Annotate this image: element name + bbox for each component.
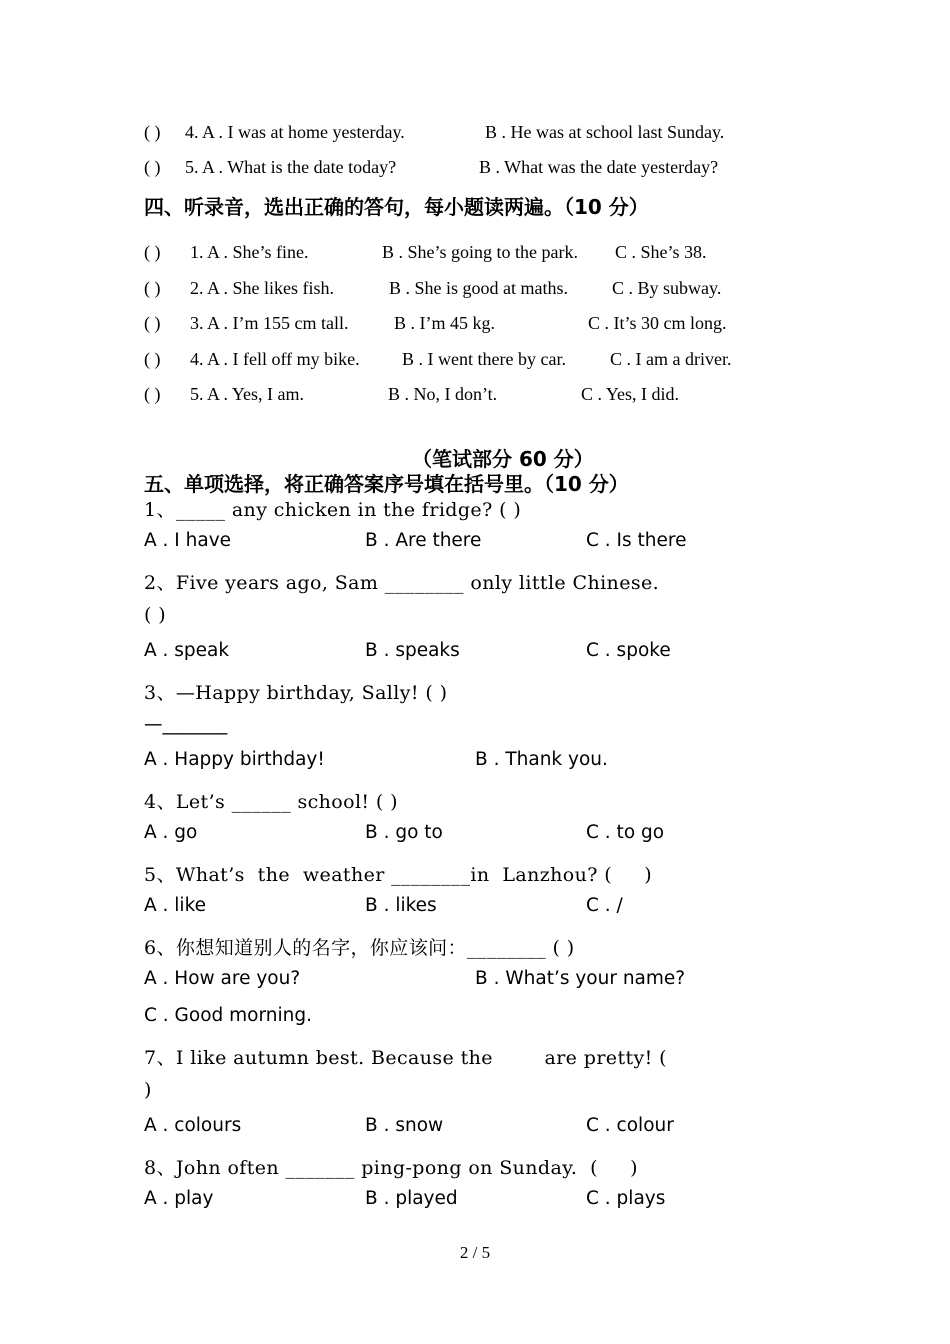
answer-paren: ( ) bbox=[144, 349, 161, 369]
option-b: B . go to bbox=[365, 822, 443, 843]
option-a: A . colours bbox=[144, 1115, 242, 1136]
question-7-paren: ) bbox=[144, 1079, 152, 1101]
option-b: B . I went there by car. bbox=[402, 349, 566, 369]
answer-paren: ( ) bbox=[144, 122, 161, 142]
answer-paren: ( ) bbox=[144, 157, 161, 177]
option-b: B . snow bbox=[365, 1115, 444, 1136]
question-7: 7、I like autumn best. Because the are pretty! ( bbox=[144, 1047, 667, 1069]
question-5: 5、What’s the weather ________in Lanzhou? ( ) bbox=[144, 864, 653, 886]
answer-paren: ( ) bbox=[144, 384, 161, 404]
page-number: 2 / 5 bbox=[459, 1243, 491, 1262]
option-b: B . I’m 45 kg. bbox=[394, 313, 495, 333]
option-a: 1. A . She’s fine. bbox=[190, 242, 309, 262]
question-6-option-c: C . Good morning. bbox=[144, 1005, 312, 1026]
option-b: B . She is good at maths. bbox=[389, 278, 568, 298]
option-c: C . It’s 30 cm long. bbox=[588, 313, 727, 333]
question-3: 3、—Happy birthday, Sally! ( ) bbox=[144, 682, 448, 704]
question-8: 8、John often _______ ping-pong on Sunday. ( ) bbox=[144, 1157, 638, 1179]
option-c: C . She’s 38. bbox=[615, 242, 707, 262]
option-a: A . speak bbox=[144, 640, 230, 661]
option-a: 2. A . She likes fish. bbox=[190, 278, 335, 298]
option-a: 4. A . I fell off my bike. bbox=[190, 349, 360, 369]
option-c: C . plays bbox=[586, 1188, 666, 1209]
question-6: 6、你想知道别人的名字，你应该问：________ ( ) bbox=[144, 937, 575, 959]
option-a: 5. A . What is the date today? bbox=[185, 157, 397, 177]
option-b: B . speaks bbox=[365, 640, 460, 661]
option-a: 3. A . I’m 155 cm tall. bbox=[190, 313, 349, 333]
option-b: B . likes bbox=[365, 895, 437, 916]
option-b: B . Thank you. bbox=[475, 749, 608, 770]
option-b: B . No, I don’t. bbox=[388, 384, 498, 404]
question-2: 2、Five years ago, Sam ________ only little Chinese. bbox=[144, 572, 660, 594]
option-c: C . Yes, I did. bbox=[581, 384, 680, 404]
answer-paren: ( ) bbox=[144, 278, 161, 298]
option-c: C . I am a driver. bbox=[610, 349, 732, 369]
option-a: 4. A . I was at home yesterday. bbox=[185, 122, 405, 142]
option-c: C . spoke bbox=[586, 640, 671, 661]
option-a: A . I have bbox=[144, 530, 232, 551]
question-1: 1、_____ any chicken in the fridge? ( ) bbox=[144, 499, 522, 521]
option-c: C . By subway. bbox=[612, 278, 722, 298]
option-c: C . to go bbox=[586, 822, 665, 843]
option-a: A . go bbox=[144, 822, 198, 843]
option-a: 5. A . Yes, I am. bbox=[190, 384, 305, 404]
section4-heading: 四、听录音，选出正确的答句，每小题读两遍。（10 分） bbox=[144, 195, 649, 219]
written-part-title: （笔试部分 60 分） bbox=[412, 447, 594, 471]
option-c: C . / bbox=[586, 895, 623, 916]
question-3-blank: —_______ bbox=[144, 714, 228, 735]
option-a: A . How are you? bbox=[144, 968, 301, 989]
option-b: B . She’s going to the park. bbox=[382, 242, 578, 262]
option-a: A . play bbox=[144, 1188, 214, 1209]
option-b: B . What was the date yesterday? bbox=[479, 157, 719, 177]
question-4: 4、Let’s ______ school! ( ) bbox=[144, 791, 398, 813]
question-2-paren: ( ) bbox=[144, 604, 167, 626]
option-b: B . played bbox=[365, 1188, 458, 1209]
option-b: B . He was at school last Sunday. bbox=[485, 122, 725, 142]
section5-heading: 五、单项选择，将正确答案序号填在括号里。（10 分） bbox=[144, 472, 629, 496]
option-a: A . like bbox=[144, 895, 207, 916]
option-a: A . Happy birthday! bbox=[144, 749, 325, 770]
option-b: B . What’s your name? bbox=[475, 968, 686, 989]
option-c: C . colour bbox=[586, 1115, 674, 1136]
answer-paren: ( ) bbox=[144, 242, 161, 262]
answer-paren: ( ) bbox=[144, 313, 161, 333]
option-b: B . Are there bbox=[365, 530, 482, 551]
option-c: C . Is there bbox=[586, 530, 687, 551]
